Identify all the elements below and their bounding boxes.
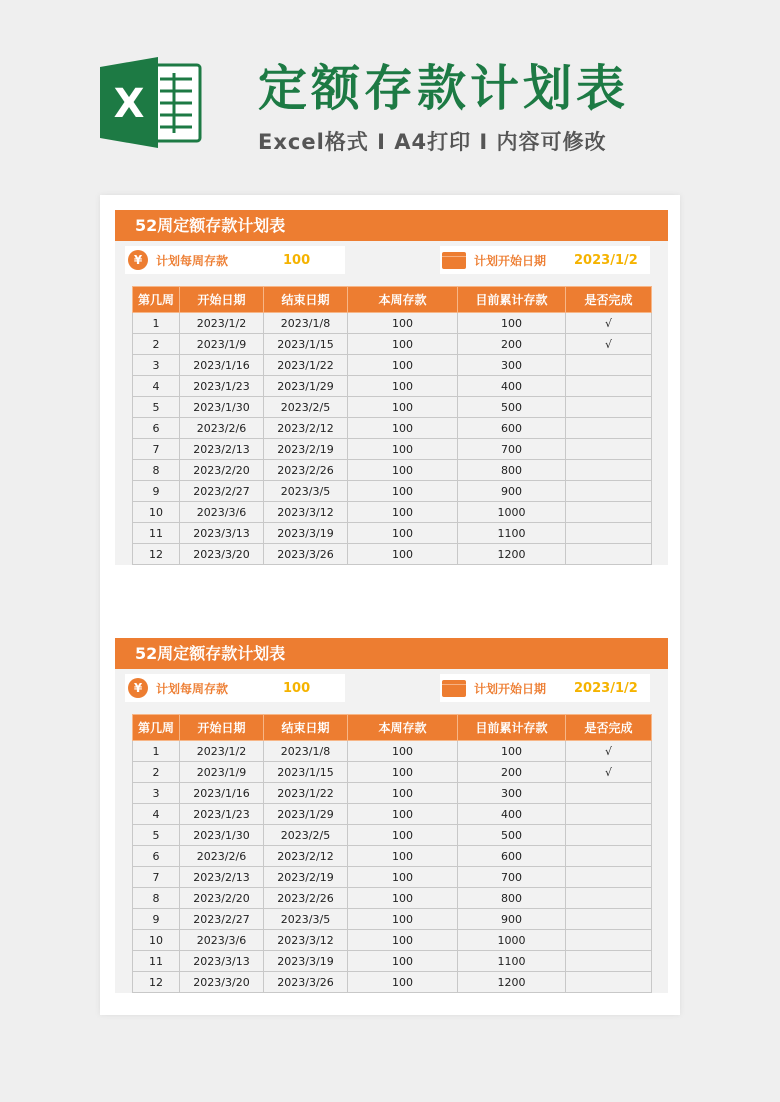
- weekly-deposit-cell[interactable]: 100: [348, 888, 458, 909]
- end-date-cell[interactable]: 2023/3/19: [264, 951, 348, 972]
- end-date-cell[interactable]: 2023/1/22: [264, 355, 348, 376]
- table-row: [133, 888, 652, 909]
- completed-cell[interactable]: [566, 825, 652, 846]
- plan-table-wrap: [115, 713, 668, 993]
- calendar-icon: [442, 680, 466, 697]
- table-row: [133, 439, 652, 460]
- completed-cell[interactable]: [566, 523, 652, 544]
- week-cell[interactable]: 10: [133, 930, 180, 951]
- table-header-row: [133, 287, 652, 313]
- start-date-cell[interactable]: 2023/2/27: [180, 481, 264, 502]
- weekly-deposit-cell[interactable]: 100: [348, 502, 458, 523]
- completed-cell[interactable]: [566, 376, 652, 397]
- cumulative-cell[interactable]: 500: [458, 397, 566, 418]
- weekly-deposit-cell[interactable]: 100: [348, 418, 458, 439]
- cumulative-cell[interactable]: 600: [458, 846, 566, 867]
- completed-cell[interactable]: [566, 355, 652, 376]
- completed-cell[interactable]: √: [566, 313, 652, 334]
- start-date-cell[interactable]: 2023/1/30: [180, 397, 264, 418]
- completed-cell[interactable]: [566, 418, 652, 439]
- completed-cell[interactable]: √: [566, 762, 652, 783]
- weekly-deposit-label: 计划每周存款: [156, 681, 229, 696]
- cumulative-cell[interactable]: 900: [458, 481, 566, 502]
- week-cell[interactable]: 6: [133, 418, 180, 439]
- weekly-deposit-cell[interactable]: 100: [348, 951, 458, 972]
- table-header-row: [133, 715, 652, 741]
- table-row: [133, 804, 652, 825]
- start-date-label: 计划开始日期: [474, 681, 547, 696]
- table-row: [133, 846, 652, 867]
- start-date-cell[interactable]: 2023/3/13: [180, 951, 264, 972]
- cumulative-cell[interactable]: 300: [458, 783, 566, 804]
- plan-info-bar: [115, 669, 668, 713]
- start-date-cell[interactable]: 2023/2/20: [180, 888, 264, 909]
- completed-cell[interactable]: [566, 804, 652, 825]
- start-date-cell[interactable]: 2023/2/6: [180, 846, 264, 867]
- end-date-cell[interactable]: 2023/2/19: [264, 439, 348, 460]
- table-row: [133, 523, 652, 544]
- plan-info-bar: [115, 241, 668, 285]
- start-date-cell[interactable]: 2023/1/23: [180, 376, 264, 397]
- table-row: [133, 481, 652, 502]
- table-row: [133, 972, 652, 993]
- hero-header: [0, 0, 780, 190]
- table-row: [133, 783, 652, 804]
- weekly-deposit-cell[interactable]: 100: [348, 544, 458, 565]
- weekly-deposit-box: [125, 674, 345, 702]
- weekly-deposit-cell[interactable]: 100: [348, 867, 458, 888]
- end-date-cell[interactable]: 2023/3/12: [264, 502, 348, 523]
- cumulative-cell[interactable]: 200: [458, 334, 566, 355]
- start-date-cell[interactable]: 2023/2/13: [180, 439, 264, 460]
- end-date-cell[interactable]: 2023/2/26: [264, 888, 348, 909]
- week-cell[interactable]: 10: [133, 502, 180, 523]
- week-cell[interactable]: 12: [133, 972, 180, 993]
- table-row: [133, 418, 652, 439]
- week-cell[interactable]: 1: [133, 741, 180, 762]
- cumulative-cell[interactable]: 200: [458, 762, 566, 783]
- week-cell[interactable]: 11: [133, 523, 180, 544]
- end-date-cell[interactable]: 2023/2/5: [264, 825, 348, 846]
- week-cell[interactable]: 5: [133, 825, 180, 846]
- plan-table: [132, 714, 652, 993]
- start-date-cell[interactable]: 2023/1/9: [180, 334, 264, 355]
- weekly-deposit-cell[interactable]: 100: [348, 334, 458, 355]
- start-date-cell[interactable]: 2023/3/20: [180, 544, 264, 565]
- week-cell[interactable]: 8: [133, 460, 180, 481]
- cumulative-cell[interactable]: 1200: [458, 544, 566, 565]
- weekly-deposit-cell[interactable]: 100: [348, 313, 458, 334]
- end-date-cell[interactable]: 2023/2/19: [264, 867, 348, 888]
- start-date-cell[interactable]: 2023/3/6: [180, 930, 264, 951]
- sheet-title: 52周定额存款计划表: [115, 638, 668, 669]
- completed-cell[interactable]: [566, 439, 652, 460]
- week-cell[interactable]: 11: [133, 951, 180, 972]
- cumulative-cell[interactable]: 500: [458, 825, 566, 846]
- completed-cell[interactable]: √: [566, 334, 652, 355]
- table-row: [133, 930, 652, 951]
- page-subtitle: Excel格式 I A4打印 I 内容可修改: [258, 130, 607, 154]
- start-date-cell[interactable]: 2023/1/9: [180, 762, 264, 783]
- end-date-cell[interactable]: 2023/2/12: [264, 846, 348, 867]
- document-page: [100, 195, 680, 1015]
- table-row: [133, 909, 652, 930]
- completed-cell[interactable]: [566, 544, 652, 565]
- column-header: 结束日期: [264, 287, 348, 313]
- start-date-box: [440, 246, 650, 274]
- start-date-cell[interactable]: 2023/2/13: [180, 867, 264, 888]
- end-date-cell[interactable]: 2023/3/5: [264, 909, 348, 930]
- week-cell[interactable]: 7: [133, 439, 180, 460]
- start-date-cell[interactable]: 2023/3/13: [180, 523, 264, 544]
- end-date-cell[interactable]: 2023/1/29: [264, 804, 348, 825]
- weekly-deposit-label: 计划每周存款: [156, 253, 229, 268]
- column-header: 开始日期: [180, 715, 264, 741]
- calendar-icon: [442, 252, 466, 269]
- weekly-deposit-cell[interactable]: 100: [348, 909, 458, 930]
- weekly-deposit-cell[interactable]: 100: [348, 523, 458, 544]
- start-date-cell[interactable]: 2023/3/20: [180, 972, 264, 993]
- start-date-cell[interactable]: 2023/1/2: [180, 313, 264, 334]
- cumulative-cell[interactable]: 100: [458, 313, 566, 334]
- column-header: 目前累计存款: [458, 715, 566, 741]
- completed-cell[interactable]: [566, 930, 652, 951]
- column-header: 本周存款: [348, 287, 458, 313]
- table-body: [133, 741, 652, 993]
- weekly-deposit-value[interactable]: 100: [283, 252, 311, 268]
- completed-cell[interactable]: [566, 888, 652, 909]
- start-date-cell[interactable]: 2023/3/6: [180, 502, 264, 523]
- weekly-deposit-cell[interactable]: 100: [348, 783, 458, 804]
- yen-coin-icon: ¥: [128, 250, 148, 270]
- table-row: [133, 376, 652, 397]
- end-date-cell[interactable]: 2023/1/15: [264, 762, 348, 783]
- cumulative-cell[interactable]: 700: [458, 439, 566, 460]
- start-date-value[interactable]: 2023/1/2: [574, 680, 638, 696]
- cumulative-cell[interactable]: 900: [458, 909, 566, 930]
- end-date-cell[interactable]: 2023/1/29: [264, 376, 348, 397]
- weekly-deposit-cell[interactable]: 100: [348, 397, 458, 418]
- logo-letter: X: [113, 81, 145, 127]
- column-header: 目前累计存款: [458, 287, 566, 313]
- week-cell[interactable]: 8: [133, 888, 180, 909]
- table-row: [133, 313, 652, 334]
- table-row: [133, 867, 652, 888]
- completed-cell[interactable]: [566, 502, 652, 523]
- plan-sheet-1: [115, 210, 668, 565]
- cumulative-cell[interactable]: 1200: [458, 972, 566, 993]
- week-cell[interactable]: 9: [133, 481, 180, 502]
- table-row: [133, 397, 652, 418]
- end-date-cell[interactable]: 2023/1/8: [264, 313, 348, 334]
- week-cell[interactable]: 1: [133, 313, 180, 334]
- cumulative-cell[interactable]: 700: [458, 867, 566, 888]
- weekly-deposit-cell[interactable]: 100: [348, 376, 458, 397]
- week-cell[interactable]: 5: [133, 397, 180, 418]
- cumulative-cell[interactable]: 400: [458, 376, 566, 397]
- completed-cell[interactable]: √: [566, 741, 652, 762]
- table-row: [133, 544, 652, 565]
- end-date-cell[interactable]: 2023/3/26: [264, 544, 348, 565]
- column-header: 结束日期: [264, 715, 348, 741]
- start-date-cell[interactable]: 2023/1/16: [180, 355, 264, 376]
- end-date-cell[interactable]: 2023/2/26: [264, 460, 348, 481]
- cumulative-cell[interactable]: 300: [458, 355, 566, 376]
- column-header: 开始日期: [180, 287, 264, 313]
- start-date-cell[interactable]: 2023/2/20: [180, 460, 264, 481]
- end-date-cell[interactable]: 2023/1/15: [264, 334, 348, 355]
- column-header: 本周存款: [348, 715, 458, 741]
- cumulative-cell[interactable]: 1100: [458, 523, 566, 544]
- table-row: [133, 460, 652, 481]
- cumulative-cell[interactable]: 600: [458, 418, 566, 439]
- week-cell[interactable]: 12: [133, 544, 180, 565]
- start-date-cell[interactable]: 2023/1/16: [180, 783, 264, 804]
- weekly-deposit-cell[interactable]: 100: [348, 825, 458, 846]
- completed-cell[interactable]: [566, 951, 652, 972]
- weekly-deposit-cell[interactable]: 100: [348, 930, 458, 951]
- plan-table-wrap: [115, 285, 668, 565]
- cumulative-cell[interactable]: 400: [458, 804, 566, 825]
- end-date-cell[interactable]: 2023/2/12: [264, 418, 348, 439]
- week-cell[interactable]: 4: [133, 804, 180, 825]
- completed-cell[interactable]: [566, 481, 652, 502]
- cumulative-cell[interactable]: 800: [458, 460, 566, 481]
- table-body: [133, 313, 652, 565]
- completed-cell[interactable]: [566, 846, 652, 867]
- column-header: 是否完成: [566, 287, 652, 313]
- cumulative-cell[interactable]: 1100: [458, 951, 566, 972]
- sheet-title: 52周定额存款计划表: [115, 210, 668, 241]
- table-row: [133, 741, 652, 762]
- completed-cell[interactable]: [566, 783, 652, 804]
- cumulative-cell[interactable]: 100: [458, 741, 566, 762]
- week-cell[interactable]: 9: [133, 909, 180, 930]
- start-date-cell[interactable]: 2023/2/6: [180, 418, 264, 439]
- excel-logo-icon: [100, 55, 205, 150]
- week-cell[interactable]: 6: [133, 846, 180, 867]
- plan-table: [132, 286, 652, 565]
- start-date-label: 计划开始日期: [474, 253, 547, 268]
- table-row: [133, 825, 652, 846]
- cumulative-cell[interactable]: 1000: [458, 930, 566, 951]
- weekly-deposit-cell[interactable]: 100: [348, 846, 458, 867]
- completed-cell[interactable]: [566, 397, 652, 418]
- weekly-deposit-cell[interactable]: 100: [348, 804, 458, 825]
- weekly-deposit-cell[interactable]: 100: [348, 460, 458, 481]
- week-cell[interactable]: 3: [133, 783, 180, 804]
- end-date-cell[interactable]: 2023/3/19: [264, 523, 348, 544]
- weekly-deposit-cell[interactable]: 100: [348, 481, 458, 502]
- page-title: 定额存款计划表: [258, 60, 630, 117]
- completed-cell[interactable]: [566, 460, 652, 481]
- start-date-cell[interactable]: 2023/1/23: [180, 804, 264, 825]
- weekly-deposit-cell[interactable]: 100: [348, 741, 458, 762]
- weekly-deposit-value[interactable]: 100: [283, 680, 311, 696]
- completed-cell[interactable]: [566, 972, 652, 993]
- start-date-value[interactable]: 2023/1/2: [574, 252, 638, 268]
- weekly-deposit-cell[interactable]: 100: [348, 355, 458, 376]
- table-row: [133, 502, 652, 523]
- end-date-cell[interactable]: 2023/1/22: [264, 783, 348, 804]
- yen-coin-icon: ¥: [128, 678, 148, 698]
- week-cell[interactable]: 2: [133, 762, 180, 783]
- table-row: [133, 334, 652, 355]
- weekly-deposit-cell[interactable]: 100: [348, 762, 458, 783]
- end-date-cell[interactable]: 2023/1/8: [264, 741, 348, 762]
- start-date-cell[interactable]: 2023/2/27: [180, 909, 264, 930]
- week-cell[interactable]: 4: [133, 376, 180, 397]
- table-row: [133, 951, 652, 972]
- week-cell[interactable]: 3: [133, 355, 180, 376]
- start-date-cell[interactable]: 2023/1/30: [180, 825, 264, 846]
- table-row: [133, 762, 652, 783]
- week-cell[interactable]: 7: [133, 867, 180, 888]
- start-date-cell[interactable]: 2023/1/2: [180, 741, 264, 762]
- completed-cell[interactable]: [566, 867, 652, 888]
- cumulative-cell[interactable]: 1000: [458, 502, 566, 523]
- end-date-cell[interactable]: 2023/3/5: [264, 481, 348, 502]
- cumulative-cell[interactable]: 800: [458, 888, 566, 909]
- end-date-cell[interactable]: 2023/2/5: [264, 397, 348, 418]
- start-date-box: [440, 674, 650, 702]
- weekly-deposit-cell[interactable]: 100: [348, 972, 458, 993]
- column-header: 是否完成: [566, 715, 652, 741]
- table-row: [133, 355, 652, 376]
- end-date-cell[interactable]: 2023/3/26: [264, 972, 348, 993]
- column-header: 第几周: [133, 715, 180, 741]
- week-cell[interactable]: 2: [133, 334, 180, 355]
- end-date-cell[interactable]: 2023/3/12: [264, 930, 348, 951]
- completed-cell[interactable]: [566, 909, 652, 930]
- column-header: 第几周: [133, 287, 180, 313]
- weekly-deposit-cell[interactable]: 100: [348, 439, 458, 460]
- plan-sheet-2: [115, 638, 668, 993]
- weekly-deposit-box: [125, 246, 345, 274]
